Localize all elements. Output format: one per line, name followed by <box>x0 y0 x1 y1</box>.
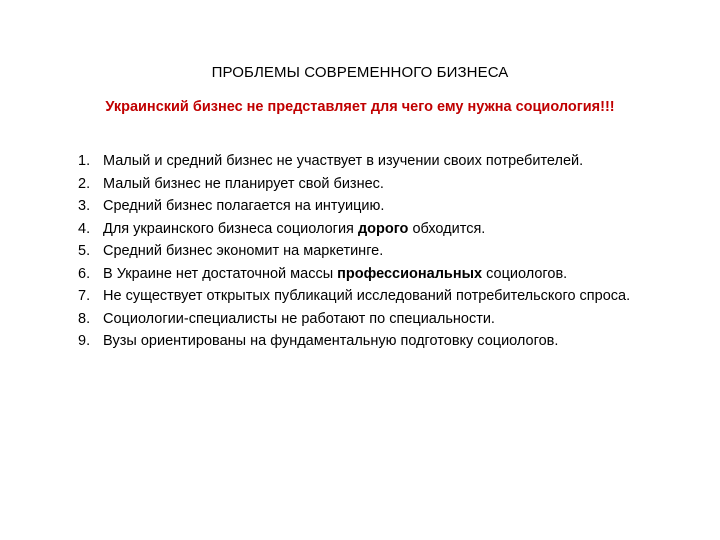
list-item-text: Малый бизнес не планирует свой бизнес. <box>103 175 384 192</box>
list-item-text: Малый и средний бизнес не участвует в изучении своих потребителей. <box>103 153 584 169</box>
list-item <box>78 240 658 263</box>
list-item-number: 4. <box>78 220 91 237</box>
list-item-number: 3. <box>78 198 91 214</box>
list-item <box>78 263 658 286</box>
list-item-text: Для украинского бизнеса социология дорого обходится. <box>103 220 486 237</box>
list-item-text: Средний бизнес экономит на маркетинге. <box>103 243 384 259</box>
list-item-text: Средний бизнес полагается на интуицию. <box>103 198 385 214</box>
list-item <box>78 308 658 331</box>
slide-subtitle: Украинский бизнес не представляет для чего ему нужна социология!!! <box>105 99 615 115</box>
list-item-text: Вузы ориентированы на фундаментальную подготовку социологов. <box>103 333 559 349</box>
list-item-text: В Украине нет достаточной массы профессиональных социологов. <box>103 265 568 282</box>
list-item <box>78 195 658 218</box>
list-item-number: 5. <box>78 243 91 259</box>
list-item-number: 7. <box>78 288 91 304</box>
list-item-number: 6. <box>78 265 91 282</box>
list-item <box>78 330 658 353</box>
list-item-number: 2. <box>78 175 91 192</box>
slide-title: ПРОБЛЕМЫ СОВРЕМЕННОГО БИЗНЕСА <box>211 64 509 81</box>
list-item-number: 1. <box>78 153 91 169</box>
list-item <box>78 173 658 196</box>
list-item-number: 9. <box>78 333 91 349</box>
list-item <box>78 218 658 241</box>
list-item <box>78 150 658 173</box>
list-item-text: Социологии-специалисты не работают по специальности. <box>103 310 495 327</box>
list-item-number: 8. <box>78 310 91 327</box>
emphasis-professionalnyh: профессиональных <box>337 265 483 282</box>
emphasis-dorogo: дорого <box>357 220 409 237</box>
list-item <box>78 285 658 308</box>
list-item-text: Не существует открытых публикаций исследований потребительского спроса. <box>103 288 631 304</box>
problems-list <box>78 150 658 353</box>
